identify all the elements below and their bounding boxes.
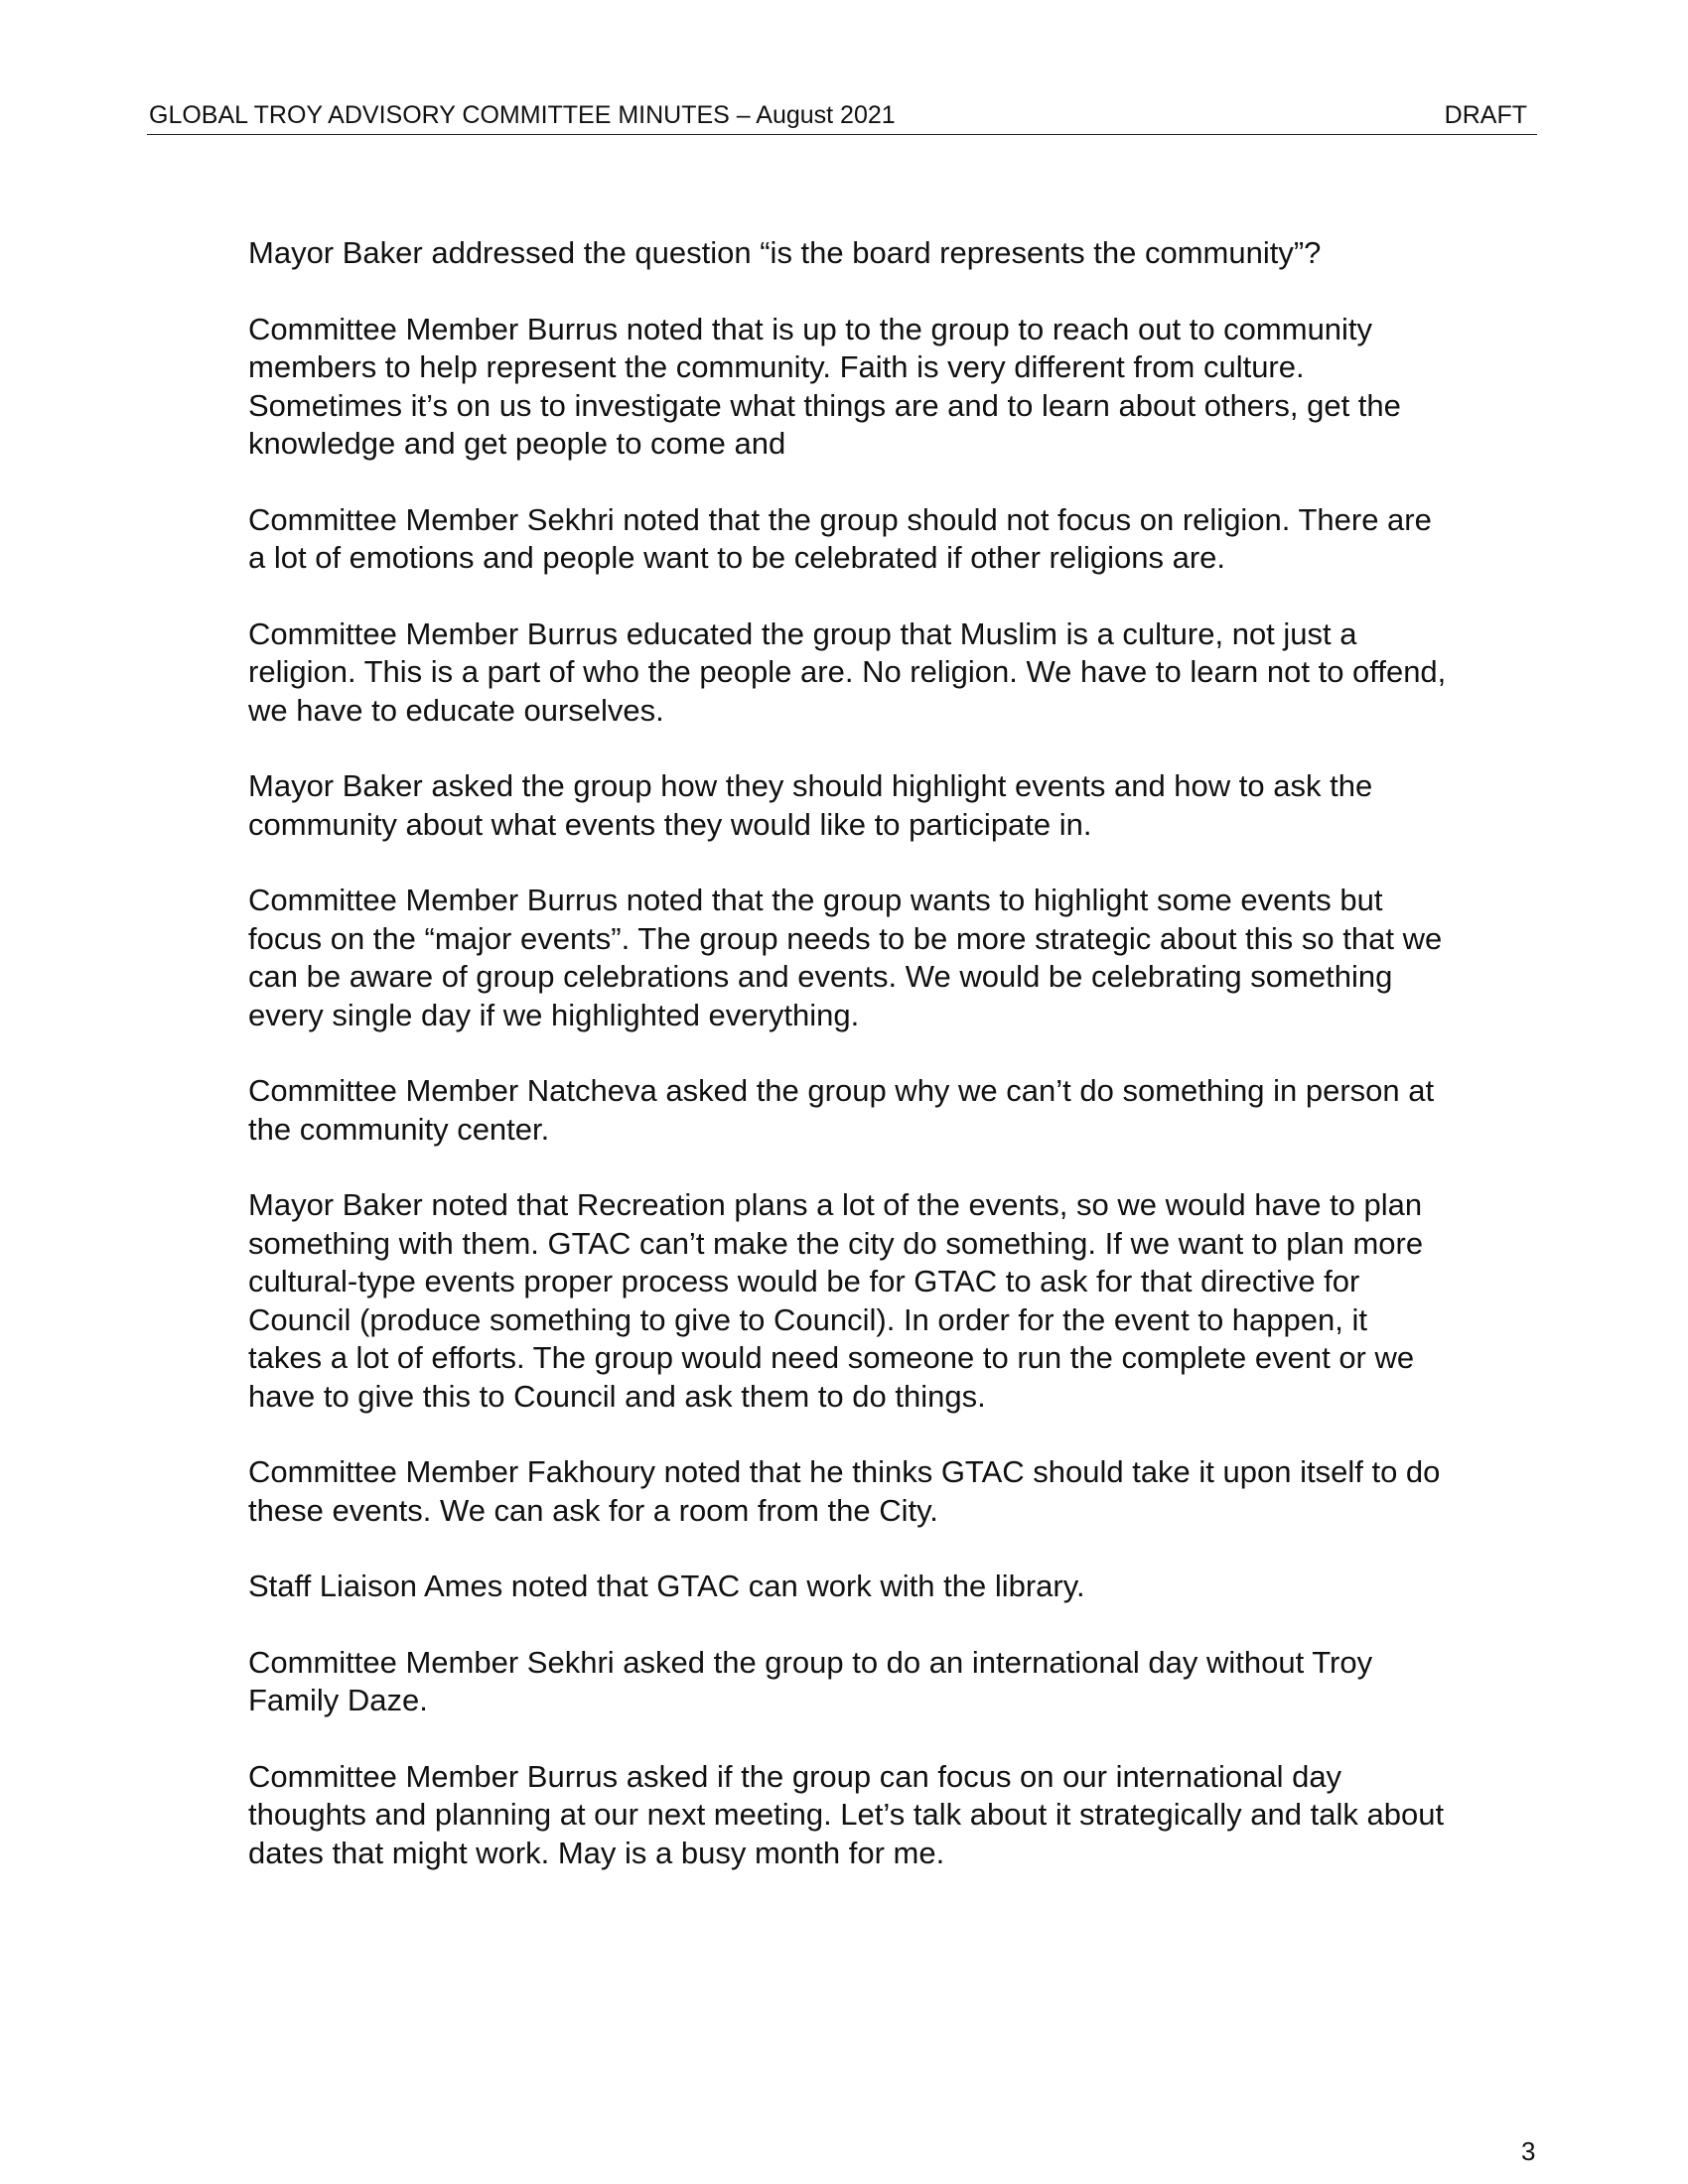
page-number: 3 [1521,2136,1536,2166]
minutes-paragraph: Committee Member Burrus educated the group that Muslim is a culture, not just a religion. This is a part of who the people are. No religion. We have to learn not to offend, we have to educate ourselves. [248,615,1447,728]
minutes-paragraph: Committee Member Fakhoury noted that he thinks GTAC should take it upon itself to do these events. We can ask for a room from the City. [248,1454,1441,1528]
minutes-paragraph: Mayor Baker noted that Recreation plans a lot of the events, so we would have to plan something with them. GTAC can’t make the city do something. If we want to plan more cultural-type events proper process would be for GTAC to ask for that directive for Council (produce something to give to Council). In order for the event to happen, it takes a lot of efforts. The group would need someone to run the complete event or we have to give this to Council and ask them to do things. [248,1187,1424,1414]
minutes-paragraph: Staff Liaison Ames noted that GTAC can work with the library. [248,1569,1085,1603]
minutes-paragraph: Committee Member Burrus noted that is up to the group to reach out to community members to help represent the community. Faith is very different from culture. Sometimes it’s on us to investigate what things are and to learn about others, get the knowledge and get people to come and [248,311,1401,461]
minutes-paragraph: Committee Member Burrus noted that the group wants to highlight some events but focus on the “major events”. The group needs to be more strategic about this so that we can be aware of group celebrations and events. We would be celebrating something every single day if we highlighted everything. [248,883,1443,1032]
minutes-paragraph: Committee Member Sekhri noted that the group should not focus on religion. There are a lot of emotions and people want to be celebrated if other religions are. [248,501,1432,575]
minutes-paragraph: Committee Member Natcheva asked the group why we can’t do something in person at the community center. [248,1073,1435,1147]
minutes-paragraph: Mayor Baker asked the group how they should highlight events and how to ask the community about what events they would like to participate in. [248,768,1373,842]
minutes-paragraph: Committee Member Sekhri asked the group to do an international day without Troy Family Daze. [248,1644,1373,1717]
draft-label: DRAFT [1444,101,1527,129]
minutes-paragraph: Mayor Baker addressed the question “is the board represents the community”? [248,235,1322,270]
minutes-body [248,234,1549,1910]
page-header [147,99,1537,135]
document-title: GLOBAL TROY ADVISORY COMMITTEE MINUTES – August 2021 [149,101,896,129]
minutes-paragraph: Committee Member Burrus asked if the group can focus on our international day thoughts and planning at our next meeting. Let’s talk about it strategically and talk about dates that might work. May is a busy month for me. [248,1758,1445,1870]
